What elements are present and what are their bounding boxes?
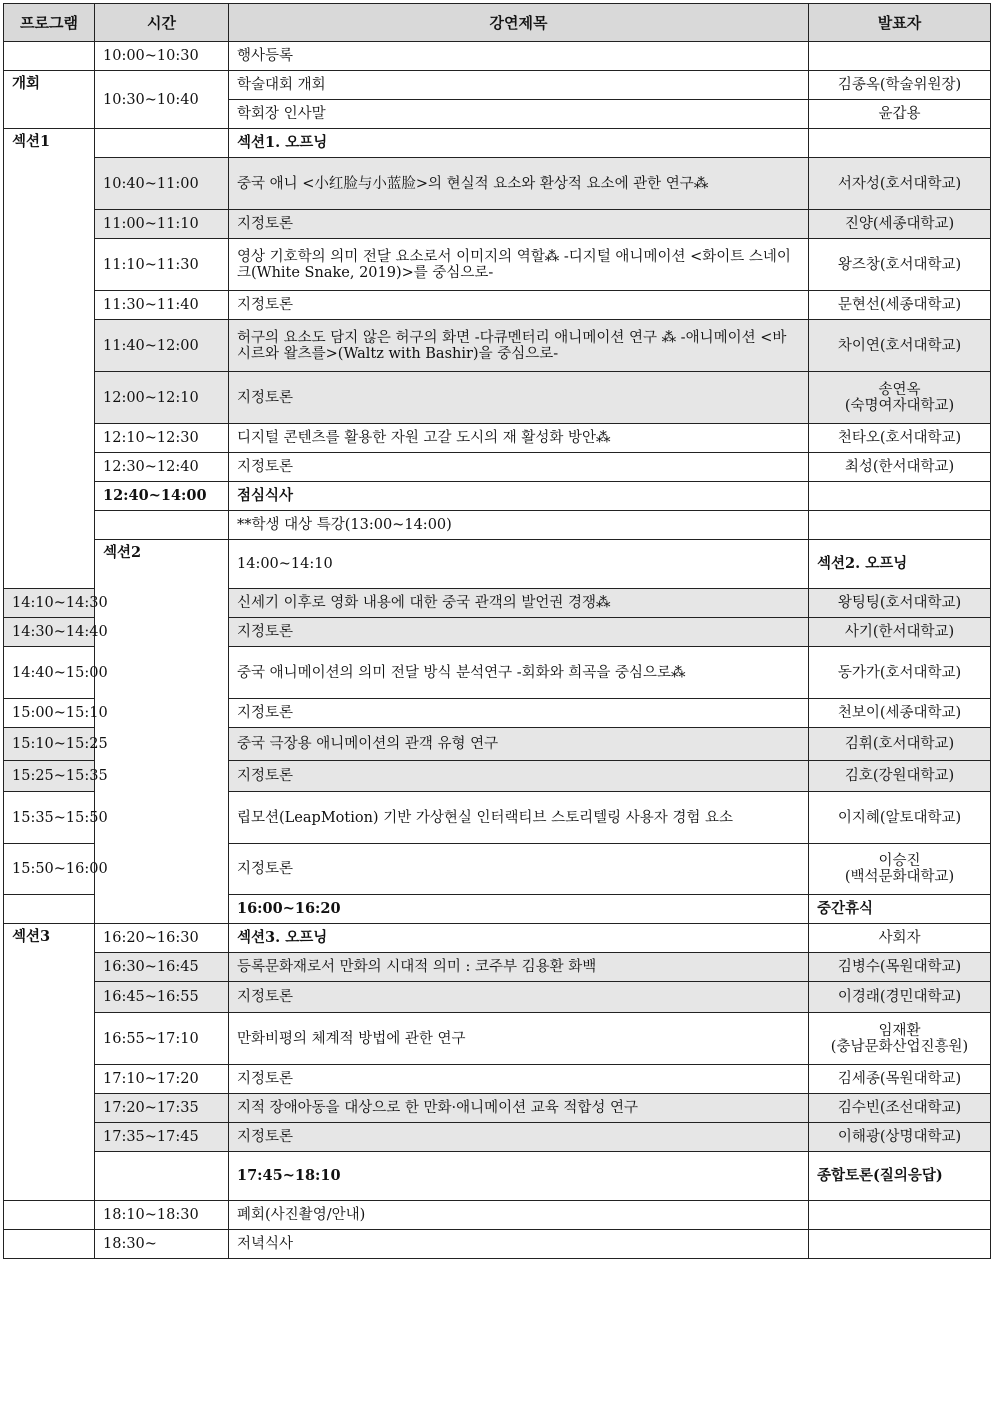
time-cell: 18:10~18:30 <box>95 1201 229 1230</box>
time-cell: 15:35~15:50 <box>4 792 95 844</box>
table-row <box>4 540 991 589</box>
program-cell-empty <box>4 1201 95 1230</box>
header-presenter: 발표자 <box>809 4 991 42</box>
title-cell: 지정토론 <box>229 618 809 647</box>
presenter-cell <box>809 372 991 424</box>
presenter-affiliation: (백석문화대학교) <box>844 869 955 885</box>
title-cell: 섹션1. 오프닝 <box>229 129 809 158</box>
title-cell: 영상 기호학의 의미 전달 요소로서 이미지의 역할⁂ -디지털 애니메이션 <화이트 스네이크(White Snake, 2019)>를 중심으로- <box>229 239 809 291</box>
presenter-affiliation: (숙명여자대학교) <box>844 397 955 414</box>
time-cell: 16:20~16:30 <box>95 924 229 953</box>
title-cell: 지정토론 <box>229 982 809 1013</box>
table-row <box>4 372 991 424</box>
presenter-cell: 김수빈(조선대학교) <box>809 1094 991 1123</box>
presenter-cell <box>809 129 991 158</box>
presenter-cell <box>809 482 991 511</box>
program-cell-empty <box>95 1152 229 1201</box>
table-row <box>4 1201 991 1230</box>
title-cell: 립모션(LeapMotion) 기반 가상현실 인터랙티브 스토리텔링 사용자 경험 요소 <box>229 792 809 844</box>
table-row <box>4 1152 991 1201</box>
program-cell-opening: 개회 <box>4 71 95 129</box>
time-cell: 15:00~15:10 <box>4 699 95 728</box>
title-cell: 지정토론 <box>229 1123 809 1152</box>
presenter-cell: 왕즈창(호서대학교) <box>809 239 991 291</box>
header-program: 프로그램 <box>4 4 95 42</box>
time-cell: 15:25~15:35 <box>4 761 95 792</box>
presenter-cell: 김호(강원대학교) <box>809 761 991 792</box>
table-row <box>4 424 991 453</box>
title-cell: **학생 대상 특강(13:00~14:00) <box>229 511 809 540</box>
title-cell: 지적 장애아동을 대상으로 한 만화·애니메이션 교육 적합성 연구 <box>229 1094 809 1123</box>
time-cell: 17:35~17:45 <box>95 1123 229 1152</box>
program-schedule-table <box>3 3 991 1259</box>
header-title: 강연제목 <box>229 4 809 42</box>
table-row <box>4 1065 991 1094</box>
time-cell: 16:00~16:20 <box>229 895 809 924</box>
title-cell: 중국 애니 <小红脸与小蓝脸>의 현실적 요소와 환상적 요소에 관한 연구⁂ <box>229 158 809 210</box>
presenter-cell: 김세종(목원대학교) <box>809 1065 991 1094</box>
time-cell: 17:45~18:10 <box>229 1152 809 1201</box>
presenter-cell: 천타오(호서대학교) <box>809 424 991 453</box>
time-cell: 15:50~16:00 <box>4 844 95 895</box>
presenter-cell: 사회자 <box>809 924 991 953</box>
title-cell: 중국 애니메이션의 의미 전달 방식 분석연구 -회화와 희곡을 중심으로⁂ <box>229 647 809 699</box>
presenter-cell: 문현선(세종대학교) <box>809 291 991 320</box>
presenter-cell: 김종옥(학술위원장) <box>809 71 991 100</box>
time-cell: 10:40~11:00 <box>95 158 229 210</box>
title-cell: 행사등록 <box>229 42 809 71</box>
title-cell: 점심식사 <box>229 482 809 511</box>
title-cell: 신세기 이후로 영화 내용에 대한 중국 관객의 발언권 경쟁⁂ <box>229 589 809 618</box>
time-cell: 17:20~17:35 <box>95 1094 229 1123</box>
title-cell: 섹션3. 오프닝 <box>229 924 809 953</box>
table-row <box>4 1094 991 1123</box>
table-row <box>4 1013 991 1065</box>
presenter-cell: 김휘(호서대학교) <box>809 728 991 761</box>
table-row <box>4 982 991 1013</box>
presenter-cell: 왕팅팅(호서대학교) <box>809 589 991 618</box>
table-row <box>4 320 991 372</box>
time-cell: 10:00~10:30 <box>95 42 229 71</box>
presenter-name: 송연옥 <box>878 381 921 398</box>
title-cell: 지정토론 <box>229 291 809 320</box>
table-row <box>4 482 991 511</box>
presenter-cell: 윤갑용 <box>809 100 991 129</box>
presenter-cell: 천보이(세종대학교) <box>809 699 991 728</box>
time-cell: 14:00~14:10 <box>229 540 809 589</box>
time-cell: 16:55~17:10 <box>95 1013 229 1065</box>
program-cell-empty <box>4 895 95 924</box>
table-row <box>4 158 991 210</box>
time-cell: 10:30~10:40 <box>95 71 229 129</box>
title-cell: 폐회(사진촬영/안내) <box>229 1201 809 1230</box>
time-cell: 12:40~14:00 <box>95 482 229 511</box>
presenter-cell: 김병수(목원대학교) <box>809 953 991 982</box>
program-cell-empty <box>4 42 95 71</box>
time-cell: 12:10~12:30 <box>95 424 229 453</box>
presenter-cell: 이경래(경민대학교) <box>809 982 991 1013</box>
presenter-cell: 동가가(호서대학교) <box>809 647 991 699</box>
table-row <box>4 42 991 71</box>
title-cell: 저녁식사 <box>229 1230 809 1259</box>
time-cell: 12:00~12:10 <box>95 372 229 424</box>
title-cell: 허구의 요소도 담지 않은 허구의 화면 -다큐멘터리 애니메이션 연구 ⁂ -애니메이션 <바시르와 왈츠를>(Waltz with Bashir)을 중심으로- <box>229 320 809 372</box>
time-cell: 14:30~14:40 <box>4 618 95 647</box>
title-cell: 등록문화재로서 만화의 시대적 의미 : 코주부 김용환 화백 <box>229 953 809 982</box>
presenter-name: 임재환 <box>878 1022 921 1039</box>
title-cell: 지정토론 <box>229 761 809 792</box>
table-row <box>4 71 991 100</box>
title-cell: 지정토론 <box>229 453 809 482</box>
table-row <box>4 239 991 291</box>
presenter-cell: 진양(세종대학교) <box>809 210 991 239</box>
title-cell: 지정토론 <box>229 1065 809 1094</box>
table-row <box>4 129 991 158</box>
title-cell: 지정토론 <box>229 844 809 895</box>
table-row <box>4 924 991 953</box>
time-cell: 11:40~12:00 <box>95 320 229 372</box>
title-cell: 중국 극장용 애니메이션의 관객 유형 연구 <box>229 728 809 761</box>
presenter-cell: 이해광(상명대학교) <box>809 1123 991 1152</box>
time-cell: 11:10~11:30 <box>95 239 229 291</box>
presenter-cell: 서자성(호서대학교) <box>809 158 991 210</box>
presenter-cell <box>809 511 991 540</box>
header-time: 시간 <box>95 4 229 42</box>
presenter-cell <box>809 42 991 71</box>
presenter-cell: 최성(한서대학교) <box>809 453 991 482</box>
table-row <box>4 953 991 982</box>
title-cell: 학회장 인사말 <box>229 100 809 129</box>
presenter-cell: 사기(한서대학교) <box>809 618 991 647</box>
time-cell: 16:30~16:45 <box>95 953 229 982</box>
program-cell-session1: 섹션1 <box>4 129 95 589</box>
program-cell-empty <box>4 1230 95 1259</box>
time-cell <box>95 129 229 158</box>
time-cell: 12:30~12:40 <box>95 453 229 482</box>
header-row <box>4 4 991 42</box>
time-cell: 15:10~15:25 <box>4 728 95 761</box>
presenter-cell <box>809 1013 991 1065</box>
table-row <box>4 291 991 320</box>
program-cell-session2: 섹션2 <box>95 540 229 924</box>
title-cell: 섹션2. 오프닝 <box>809 540 991 589</box>
title-cell: 지정토론 <box>229 372 809 424</box>
table-row <box>4 1123 991 1152</box>
title-cell: 디지털 콘텐츠를 활용한 자원 고갈 도시의 재 활성화 방안⁂ <box>229 424 809 453</box>
table-row <box>4 210 991 239</box>
title-cell: 학술대회 개회 <box>229 71 809 100</box>
title-cell: 종합토론(질의응답) <box>809 1152 991 1201</box>
presenter-cell <box>809 1201 991 1230</box>
title-cell: 중간휴식 <box>809 895 991 924</box>
table-row <box>4 453 991 482</box>
presenter-cell <box>809 844 991 895</box>
presenter-name: 이승진 <box>878 853 921 869</box>
time-cell <box>95 511 229 540</box>
table-row <box>4 511 991 540</box>
title-cell: 만화비평의 체계적 방법에 관한 연구 <box>229 1013 809 1065</box>
title-cell: 지정토론 <box>229 699 809 728</box>
title-cell: 지정토론 <box>229 210 809 239</box>
presenter-affiliation: (충남문화산업진흥원) <box>830 1038 969 1055</box>
time-cell: 14:10~14:30 <box>4 589 95 618</box>
time-cell: 14:40~15:00 <box>4 647 95 699</box>
time-cell: 18:30~ <box>95 1230 229 1259</box>
presenter-cell: 차이연(호서대학교) <box>809 320 991 372</box>
time-cell: 16:45~16:55 <box>95 982 229 1013</box>
presenter-cell <box>809 1230 991 1259</box>
time-cell: 11:00~11:10 <box>95 210 229 239</box>
table-row <box>4 1230 991 1259</box>
time-cell: 17:10~17:20 <box>95 1065 229 1094</box>
presenter-cell: 이지혜(알토대학교) <box>809 792 991 844</box>
program-cell-session3: 섹션3 <box>4 924 95 1201</box>
time-cell: 11:30~11:40 <box>95 291 229 320</box>
